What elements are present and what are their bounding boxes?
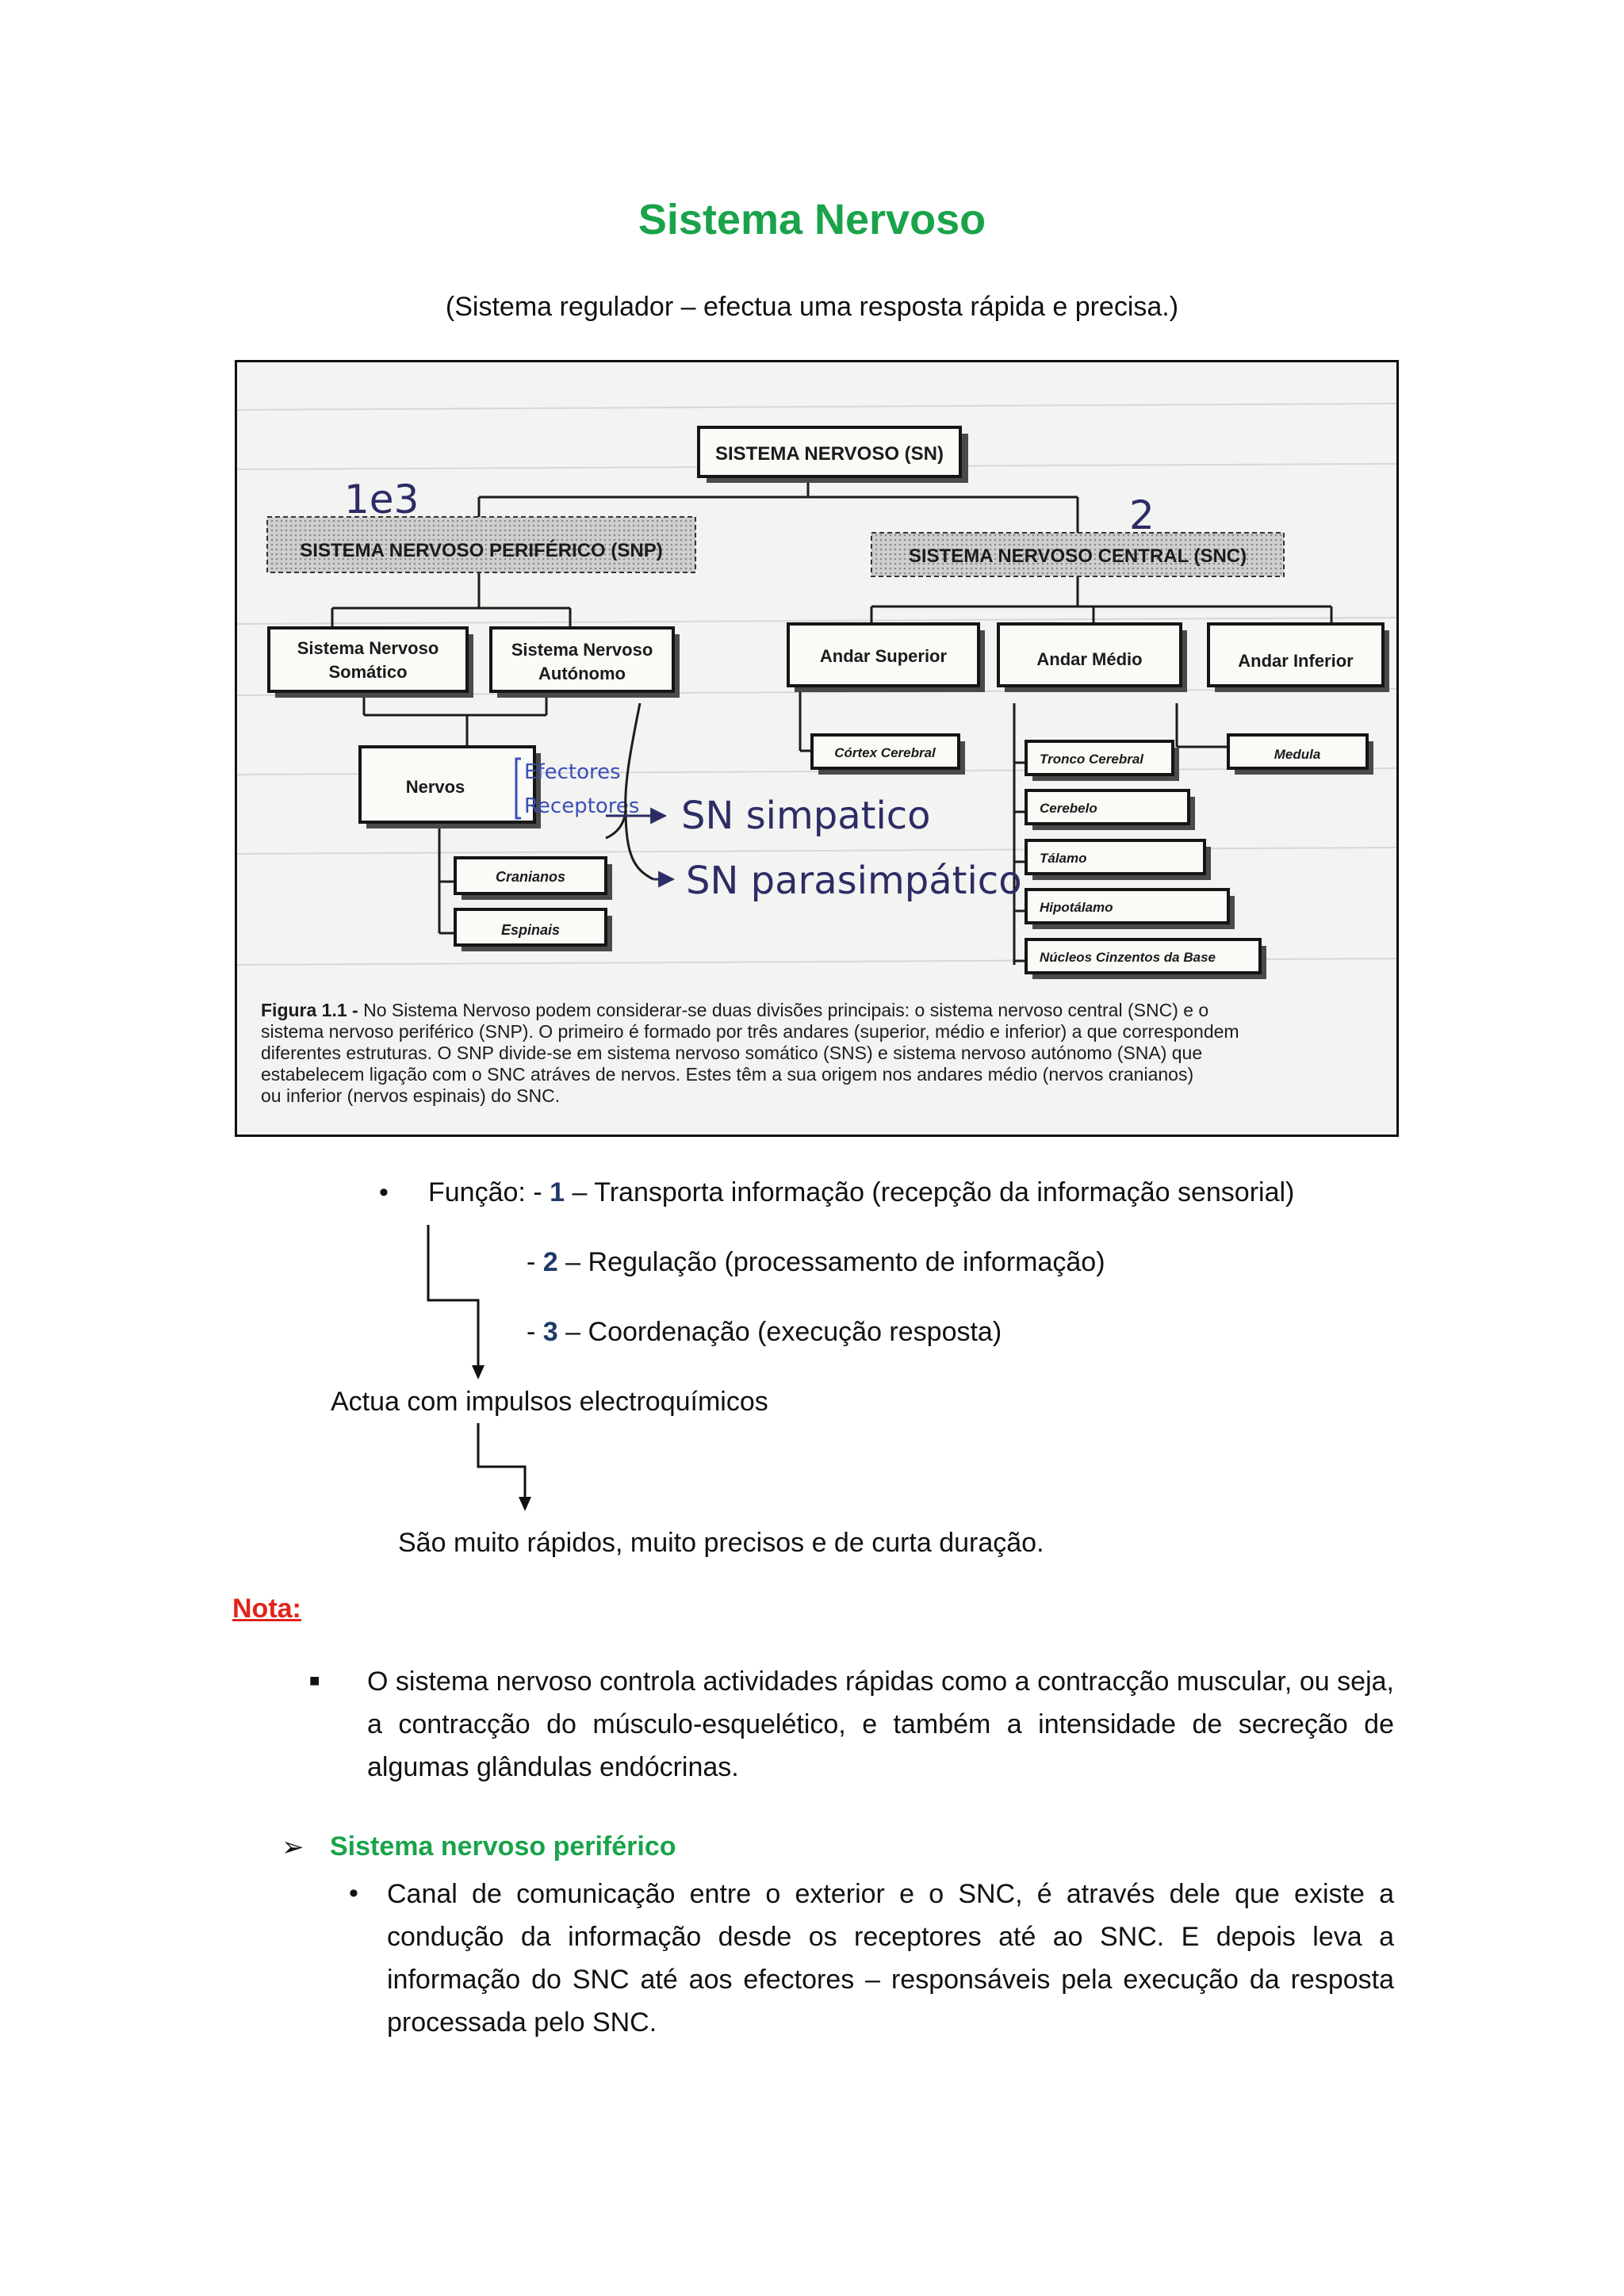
handwritten-snc-number: 2 (1129, 492, 1155, 538)
funcao-label: Função: (428, 1177, 526, 1207)
funcao-line-2: - 2 – Regulação (processamento de informação) (527, 1247, 1105, 1277)
medio-item: Hipotálamo (1040, 900, 1113, 915)
snp-node: SISTEMA NERVOSO PERIFÉRICO (SNP) (300, 540, 663, 561)
funcao-number-1: 1 (550, 1177, 565, 1207)
sao-text: São muito rápidos, muito precisos e de curta duração. (398, 1528, 1044, 1558)
nota-label: Nota: (232, 1594, 301, 1624)
figure-caption-label: Figura 1.1 - (261, 1000, 358, 1020)
medio-item: Cerebelo (1040, 801, 1097, 816)
handwritten-receptores: Receptores (524, 794, 640, 818)
medio-item: Tálamo (1040, 851, 1087, 866)
snc-node: SISTEMA NERVOSO CENTRAL (SNC) (908, 545, 1247, 567)
page-title: Sistema Nervoso (638, 196, 986, 243)
page-subtitle: (Sistema regulador – efectua uma resposta rápida e precisa.) (445, 292, 1179, 322)
snp-text: Canal de comunicação entre o exterior e o SNC, é através dele que existe a condução da informação desde os receptores até ao SNC. E depois leva a informação do SNC até aos efectores – responsáveis pela execução da resposta processada pelo SNC. (387, 1879, 1394, 2038)
snp-bullet: • (349, 1878, 358, 1908)
figure-caption-line: sistema nervoso periférico (SNP). O primeiro é formado por três andares (superior, médio e inferior) a que correspondem (261, 1021, 1239, 1042)
snp-heading: Sistema nervoso periférico (330, 1831, 676, 1862)
funcao-bullet: • (379, 1177, 389, 1207)
arrow-bullet-icon: ➢ (282, 1832, 304, 1862)
funcao-line-3: - 3 – Coordenação (execução resposta) (527, 1317, 1002, 1347)
autonomo-line1: Sistema Nervoso (511, 640, 653, 660)
andar-inferior: Andar Inferior (1238, 651, 1354, 671)
cranianos-node: Cranianos (495, 869, 566, 885)
funcao-line-1: Função: - 1 – Transporta informação (recepção da informação sensorial) (428, 1177, 1295, 1207)
figure-caption-line: Figura 1.1 - No Sistema Nervoso podem considerar-se duas divisões principais: o sistema nervoso central (SNC) e o (261, 1000, 1209, 1020)
root-node: SISTEMA NERVOSO (SN) (714, 443, 944, 465)
medula-node: Medula (1274, 747, 1321, 762)
funcao-number-2: 2 (542, 1247, 558, 1277)
figure-caption-line: ou inferior (nervos espinais) do SNC. (261, 1085, 561, 1106)
handwritten-parasimpatico: SN parasimpático (686, 859, 1022, 903)
cortex-node: Córtex Cerebral (834, 745, 936, 760)
figure-caption-line: estabelecem ligação com o SNC atráves de nervos. Estes têm a sua origem nos andares médio (nervos cranianos) (261, 1064, 1194, 1085)
medio-item: Tronco Cerebral (1040, 752, 1144, 767)
medio-item: Núcleos Cinzentos da Base (1040, 950, 1216, 965)
espinais-node: Espinais (500, 922, 561, 938)
nervos-node: Nervos (405, 777, 465, 797)
autonomo-line2: Autónomo (538, 664, 626, 683)
andar-superior: Andar Superior (819, 646, 948, 666)
diagram-svg (237, 362, 1396, 1135)
somatico-line2: Somático (328, 662, 408, 682)
figure-caption-line: diferentes estruturas. O SNP divide-se em sistema nervoso somático (SNS) e sistema nervoso autónomo (SNA) que (261, 1043, 1203, 1063)
handwritten-simpatico: SN simpatico (681, 794, 931, 838)
nervous-system-diagram (235, 360, 1399, 1137)
andar-medio: Andar Médio (1036, 649, 1143, 669)
square-bullet-icon: ■ (309, 1670, 320, 1690)
handwritten-snp-number: 1e3 (344, 476, 419, 522)
nota-text: O sistema nervoso controla actividades rápidas como a contracção muscular, ou seja, a contracção do músculo-esquelético, e também a intensidade de secreção de algumas glândulas endócrinas. (367, 1667, 1394, 1782)
funcao-number-3: 3 (542, 1317, 558, 1347)
handwritten-efectores: Efectores (524, 760, 621, 784)
somatico-line1: Sistema Nervoso (297, 638, 439, 658)
actua-text: Actua com impulsos electroquímicos (331, 1387, 768, 1417)
